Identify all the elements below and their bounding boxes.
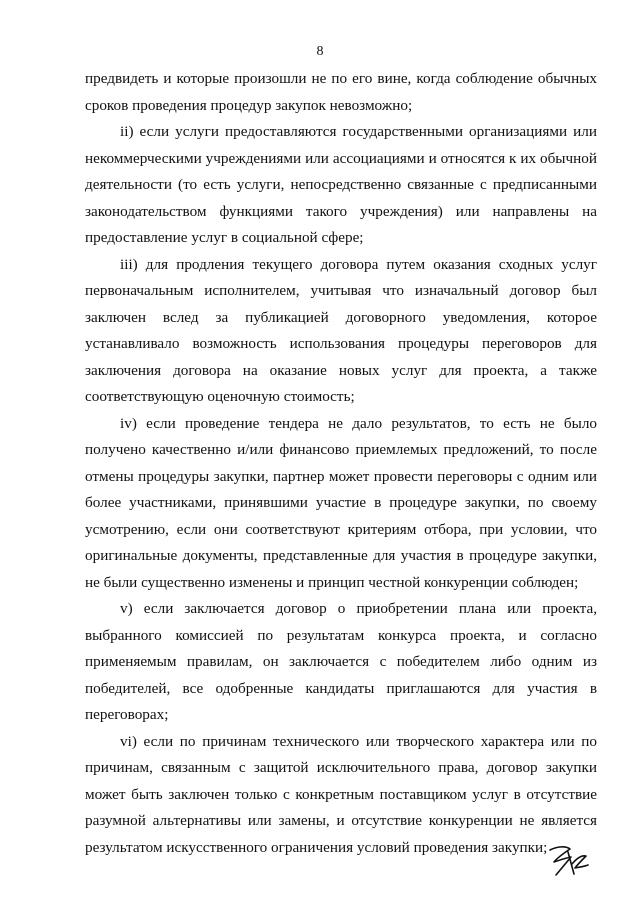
initials-signature <box>544 840 592 880</box>
paragraph-item-iii: iii) для продления текущего договора путем оказания сходных услуг первоначальным исполнителем, учитывая что изначальный договор был заключен вслед за публикацией договорного уведомления, которое устанавливало возможность использования процедуры переговоров для заключения договора на оказание новых услуг для проекта, а также соответствующую оценочную стоимость; <box>85 255 597 405</box>
paragraph-item-v: v) если заключается договор о приобретении плана или проекта, выбранного комиссией по результатам конкурса проекта, и согласно применяемым правилам, он заключается с победителем либо одним из победителей, все одобренные кандидаты приглашаются для участия в переговорах; <box>85 600 597 723</box>
paragraph-item-vi: vi) если по причинам технического или творческого характера или по причинам, связанным с защитой исключительного права, договор закупки может быть заключен только с конкретным поставщиком услуг в отсутствие разумной альтернативы или замены, и отсутствие конкуренции не является результатом искусственного ограничения условий проведения закупки; <box>85 732 597 856</box>
paragraph-item-iv: iv) если проведение тендера не дало результатов, то есть не было получено качественно и/или финансово приемлемых предложений, то после отмены процедуры закупки, партнер может провести переговоры с одним или более участниками, принявшими участие в процедуре закупки, по своему усмотрению, если они соответствуют критериям отбора, при условии, что оригинальные документы, представленные для участия в процедуре закупки, не были существенно изменены и принцип честной конкуренции соблюден; <box>85 414 597 591</box>
page-number: 8 <box>316 44 324 59</box>
paragraph-continuation: предвидеть и которые произошли не по его вине, когда соблюдение обычных сроков проведения процедур закупок невозможно; <box>85 70 597 114</box>
document-body <box>85 66 597 861</box>
paragraph-item-ii: ii) если услуги предоставляются государственными организациями или некоммерческими учреждениями или ассоциациями и относятся к их обычной деятельности (то есть услуги, непосредственно связанные с предписанными законодательством функциями такого учреждения) или направлены на предоставление услуг в социальной сфере; <box>85 123 597 246</box>
